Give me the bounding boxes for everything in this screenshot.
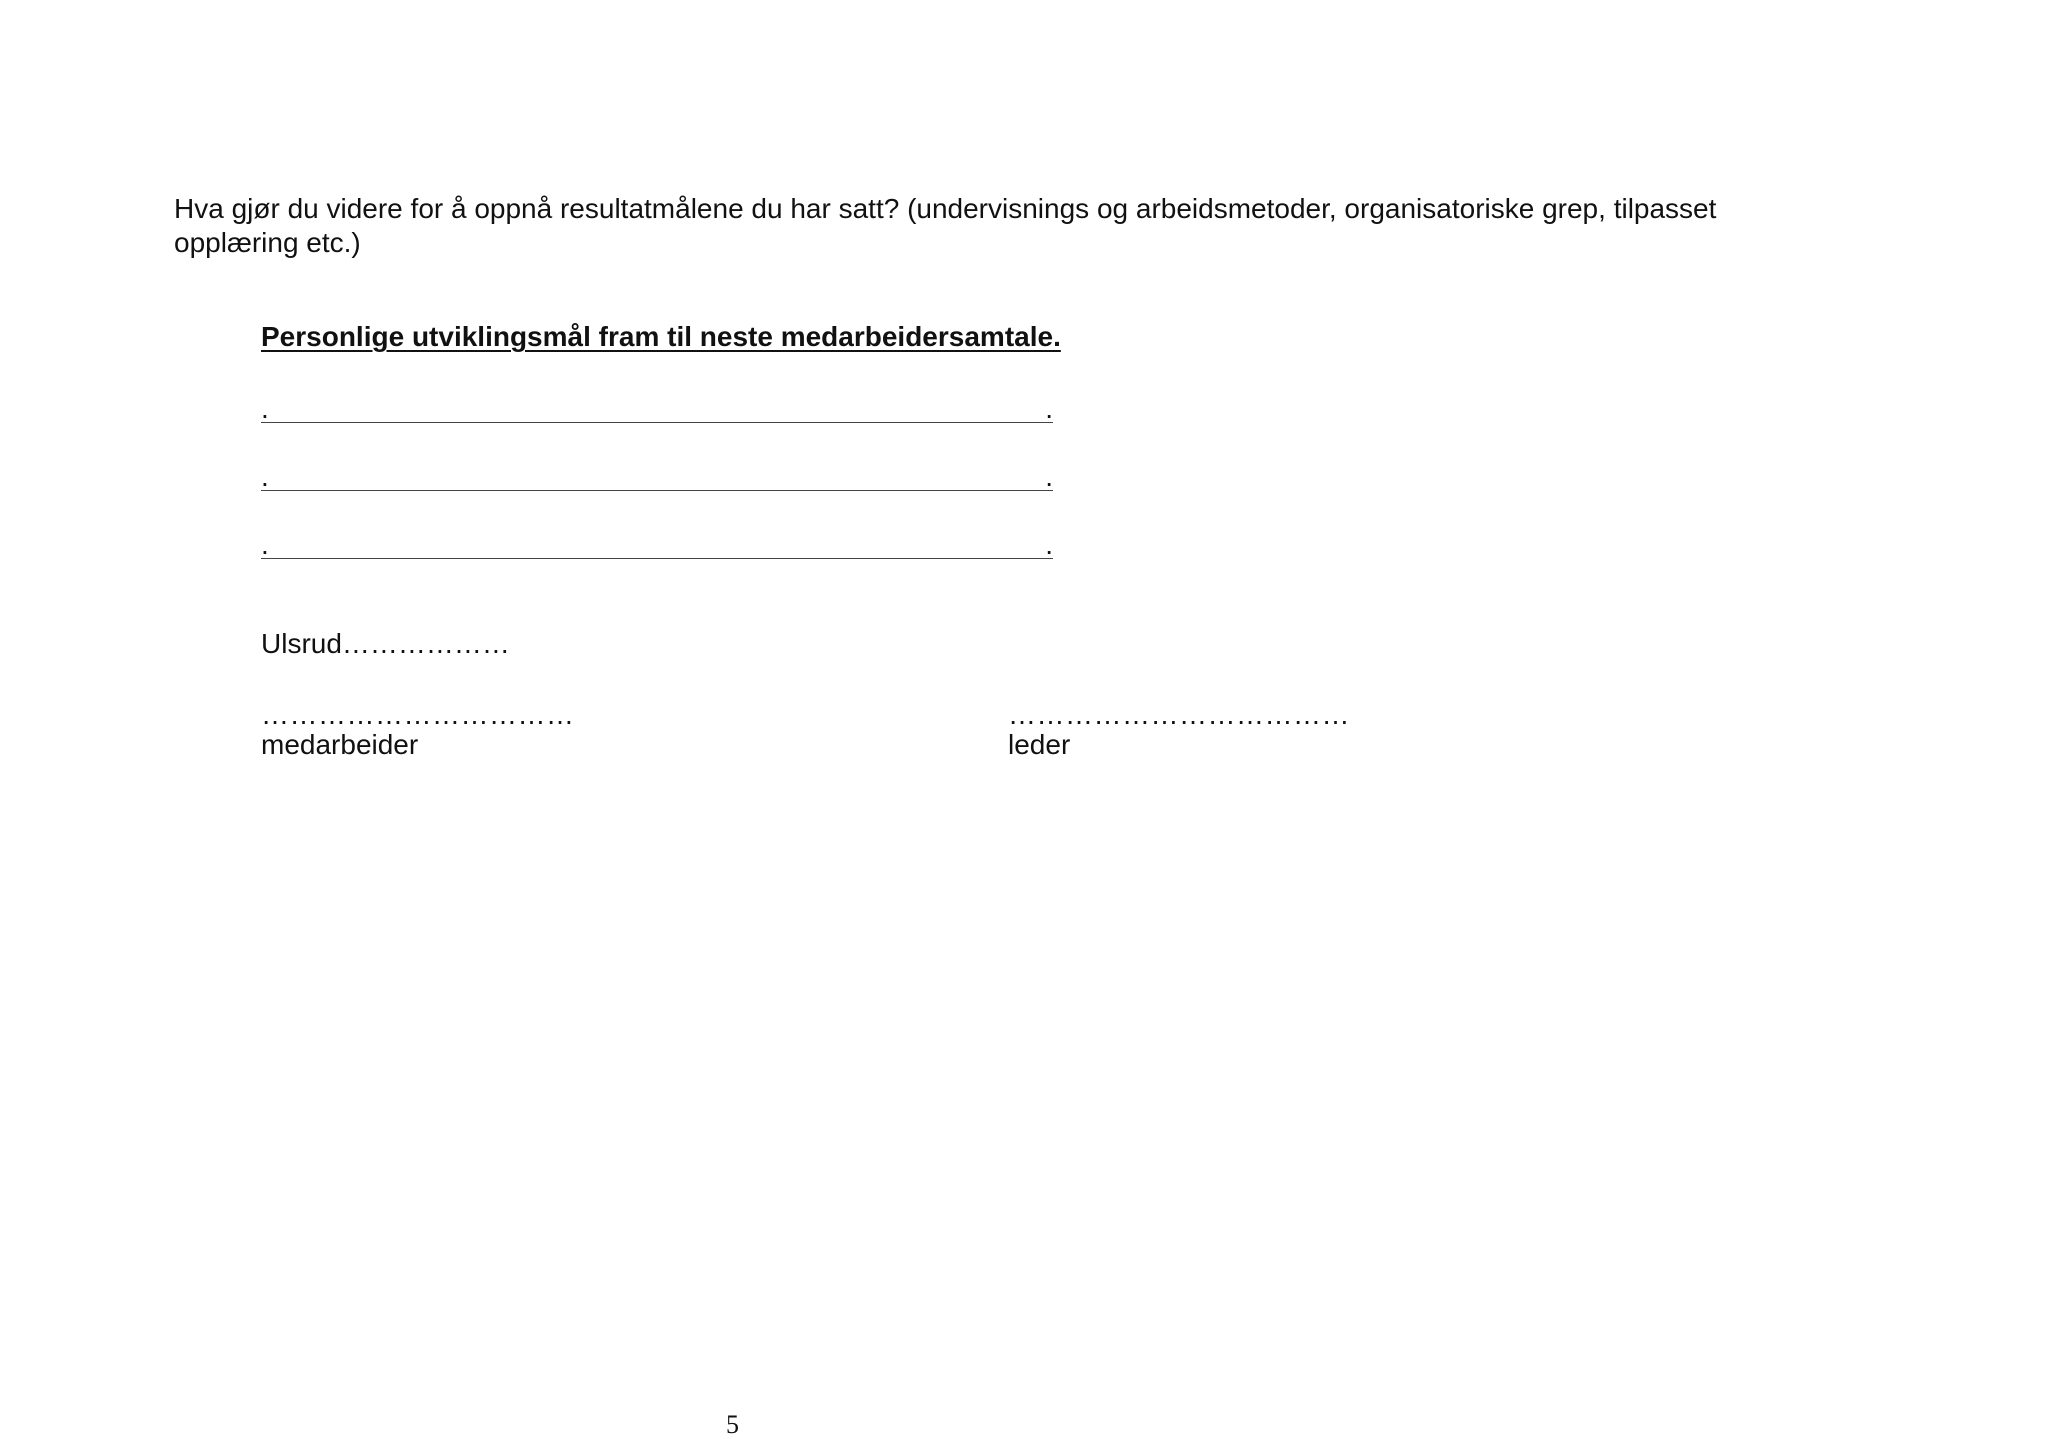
employee-signature-line[interactable]: …………………………… [261,699,575,730]
place-date-field[interactable]: Ulsrud……………… [261,628,510,659]
employee-signature-label: medarbeider [261,729,419,760]
goal-line-3[interactable] [261,524,1053,559]
leader-signature-label: leder [1008,729,1071,760]
page-number: 5 [726,1410,739,1439]
goal-line-start-mark: . [261,393,269,424]
goal-line-2[interactable] [261,456,1053,491]
goal-line-1[interactable] [261,388,1053,423]
section-heading: Personlige utviklingsmål fram til neste medarbeidersamtale. [261,321,1061,352]
employee-signature [261,700,575,760]
goal-line-end-mark: . [1045,461,1053,492]
leader-signature [1008,700,1350,760]
goal-line-start-mark: . [261,461,269,492]
goal-line-end-mark: . [1045,529,1053,560]
leader-signature-line[interactable]: ……………………………… [1008,699,1350,730]
goal-line-end-mark: . [1045,393,1053,424]
intro-question: Hva gjør du videre for å oppnå resultatmålene du har satt? (undervisnings og arbeidsmetoder, organisatoriske grep, tilpasset opplæring etc.) [174,193,1717,258]
goal-line-start-mark: . [261,529,269,560]
